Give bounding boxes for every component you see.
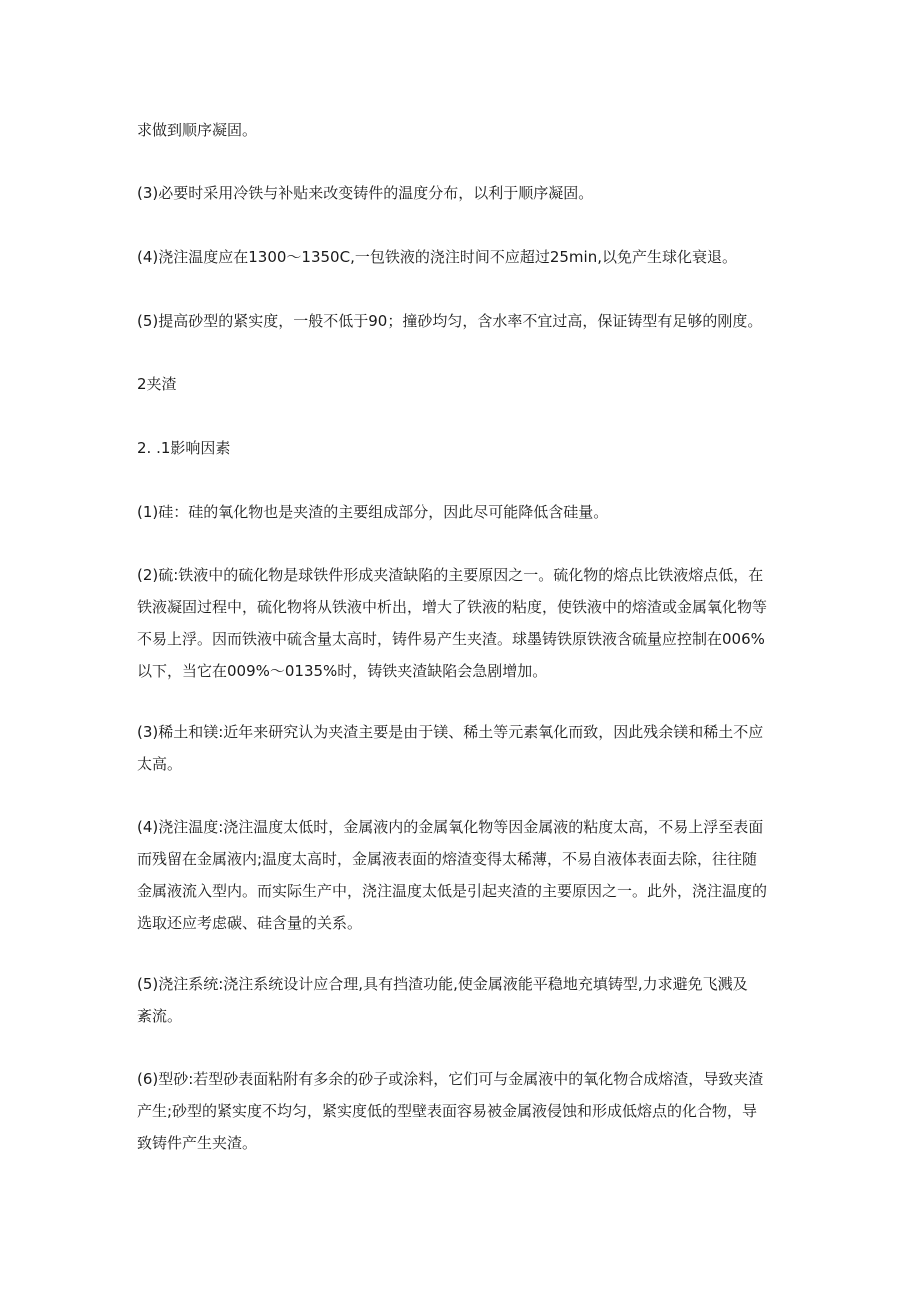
- paragraph-rare-earth-magnesium: [137, 716, 797, 780]
- paragraph-item-4: (4)浇注温度应在1300～1350C,一包铁液的浇注时间不应超过25min,以免产生球化衰退。: [137, 248, 737, 266]
- text-line: (3)稀土和镁:近年来研究认为夹渣主要是由于镁、稀土等元素氧化而致，因此残余镁和稀土不应: [137, 723, 764, 741]
- subsection-heading: 2. .1影响因素: [137, 439, 231, 457]
- text-line: 不易上浮。因而铁液中硫含量太高时，铸件易产生夹渣。球墨铸铁原铁液含硫量应控制在006%: [137, 630, 765, 648]
- paragraph-silicon: (1)硅：硅的氧化物也是夹渣的主要组成部分，因此尽可能降低含硅量。: [137, 503, 609, 521]
- paragraph-item-3: (3)必要时采用冷铁与补贴来改变铸件的温度分布，以利于顺序凝固。: [137, 184, 594, 202]
- paragraph-continuation: 求做到顺序凝固。: [137, 121, 258, 139]
- text-line: 以下，当它在009%～0135%时，铸铁夹渣缺陷会急剧增加。: [137, 662, 548, 680]
- text-line: 致铸件产生夹渣。: [137, 1134, 258, 1152]
- text-line: (6)型砂:若型砂表面粘附有多余的砂子或涂料，它们可与金属液中的氧化物合成熔渣，导致夹渣: [137, 1070, 764, 1088]
- text-line: 紊流。: [137, 1007, 183, 1025]
- text-line: (5)浇注系统:浇注系统设计应合理,具有挡渣功能,使金属液能平稳地充填铸型,力求避免飞溅及: [137, 975, 748, 993]
- paragraph-molding-sand: [137, 1063, 797, 1159]
- text-line: 产生;砂型的紧实度不均匀，紧实度低的型壁表面容易被金属液侵蚀和形成低熔点的化合物，导: [137, 1102, 758, 1120]
- paragraph-sulfur: [137, 559, 797, 687]
- text-line: (4)浇注温度:浇注温度太低时，金属液内的金属氧化物等因金属液的粘度太高，不易上浮至表面: [137, 818, 764, 836]
- section-heading: 2夹渣: [137, 375, 177, 393]
- paragraph-item-5: (5)提高砂型的紧实度，一般不低于90；撞砂均匀，含水率不宜过高，保证铸型有足够的刚度。: [137, 312, 763, 330]
- paragraph-pouring-temperature: [137, 811, 797, 939]
- text-line: 太高。: [137, 755, 183, 773]
- text-line: 而残留在金属液内;温度太高时，金属液表面的熔渣变得太稀薄，不易自液体表面去除，往往随: [137, 850, 758, 868]
- text-line: 铁液凝固过程中，硫化物将从铁液中析出，增大了铁液的粘度，使铁液中的熔渣或金属氧化物等: [137, 598, 768, 616]
- text-line: (2)硫:铁液中的硫化物是球铁件形成夹渣缺陷的主要原因之一。硫化物的熔点比铁液熔点低，在: [137, 566, 764, 584]
- text-line: 金属液流入型内。而实际生产中，浇注温度太低是引起夹渣的主要原因之一。此外，浇注温度的: [137, 882, 768, 900]
- paragraph-gating-system: [137, 968, 797, 1032]
- text-line: 选取还应考虑碳、硅含量的关系。: [137, 914, 363, 932]
